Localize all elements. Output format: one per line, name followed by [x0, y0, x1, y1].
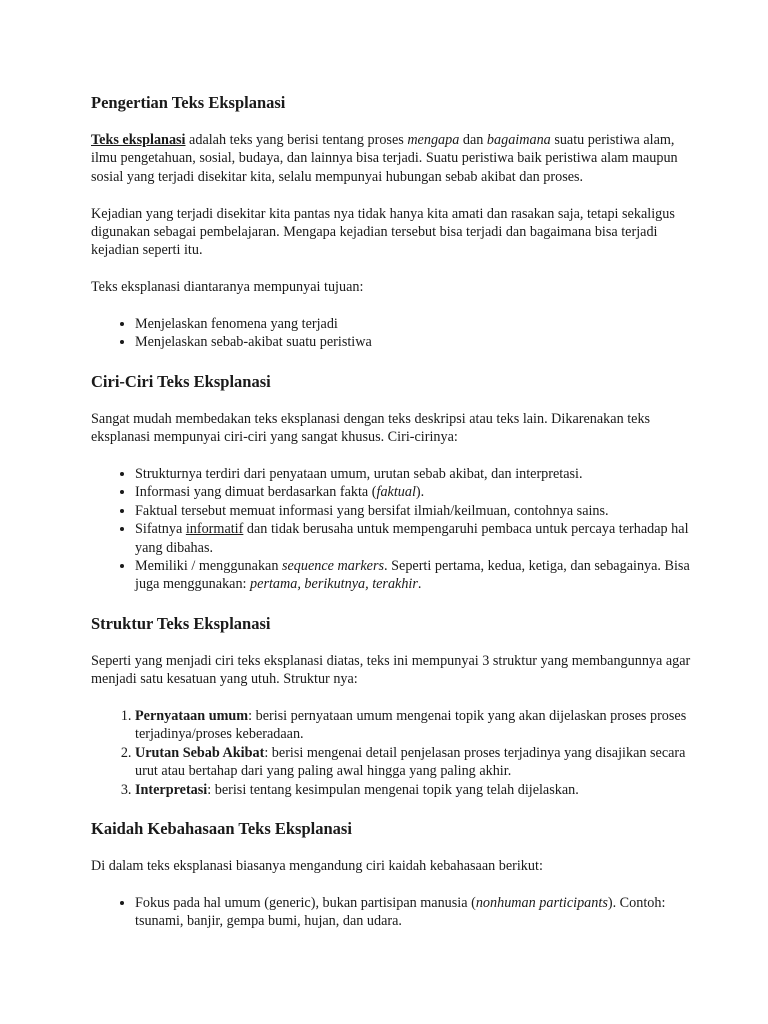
bold-term: Pernyataan umum — [135, 708, 249, 725]
paragraph-kejadian: Kejadian yang terjadi disekitar kita pantas nya tidak hanya kita amati dan rasakan saja, tetapi sekaligus digunakan sebagai pembelajaran. Mengapa kejadian tersebut bisa terjadi dan bagaimana bisa terjadi kejadian seperti itu. — [91, 205, 675, 259]
italic-span: sequence markers — [281, 558, 385, 575]
kaidah-list — [91, 894, 691, 931]
list-item — [135, 894, 691, 931]
list-item — [135, 557, 691, 594]
tujuan-list — [91, 315, 691, 352]
paragraph-definition — [91, 131, 691, 186]
text-span: Sifatnya — [135, 521, 186, 538]
list-item — [135, 744, 691, 781]
italic-span: bagaimana — [486, 132, 551, 148]
italic-span: faktual — [376, 484, 416, 501]
text-span: ). — [415, 484, 425, 501]
section-title-kaidah: Kaidah Kebahasaan Teks Eksplanasi — [91, 819, 352, 839]
paragraph-ciri-intro: Sangat mudah membedakan teks eksplanasi dengan teks deskripsi atau teks lain. Dikarenakan teks eksplanasi mempunyai ciri-ciri yang sangat khusus. Ciri-cirinya: — [91, 410, 651, 446]
list-item: • Strukturnya terdiri dari penyataan umum, urutan sebab akibat, dan interpretasi. — [135, 465, 691, 483]
text-span: . Seperti pertama, kedua, ketiga, dan sebagainya. Bisa juga menggunakan: — [135, 558, 690, 593]
list-item: • Menjelaskan sebab-akibat suatu peristiwa — [135, 333, 691, 351]
paragraph-kaidah-intro: Di dalam teks eksplanasi biasanya mengandung ciri kaidah kebahasaan berikut: — [91, 858, 543, 875]
list-item — [135, 483, 691, 501]
italic-span: nonhuman participants — [475, 894, 608, 911]
bold-term: Interpretasi — [135, 781, 208, 798]
ciri-list — [91, 465, 691, 594]
text-span: adalah teks yang berisi tentang proses — [185, 132, 408, 148]
list-item: • Menjelaskan fenomena yang terjadi — [135, 315, 691, 333]
italic-span: mengapa — [407, 132, 460, 148]
text-span: Informasi yang dimuat berdasarkan fakta ( — [135, 484, 377, 501]
paragraph-struktur-intro: Seperti yang menjadi ciri teks eksplanasi diatas, teks ini mempunyai 3 struktur yang membangunnya agar menjadi satu kesatuan yang utuh. Struktur nya: — [91, 652, 691, 688]
text-span: Fokus pada hal umum (generic), bukan partisipan manusia ( — [135, 894, 476, 911]
underlined-span: informatif — [185, 521, 244, 538]
text-span: suatu peristiwa alam, ilmu pengetahuan, sosial, budaya, dan lainnya bisa terjadi. Suatu peristiwa baik peristiwa alam maupun sosial yang terjadi disekitar kita, selalu mempunyai hubungan sebab akibat dan proses. — [91, 132, 678, 185]
list-item — [135, 781, 691, 799]
text-span: : berisi mengenai detail penjelasan proses terjadinya yang disajikan secara urut atau bertahap dari yang paling awal hingga yang paling akhir. — [135, 744, 686, 780]
section-title-ciri-ciri: Ciri-Ciri Teks Eksplanasi — [91, 371, 271, 391]
struktur-list — [91, 707, 691, 799]
text-span: dan tidak berusaha untuk mempengaruhi pembaca untuk percaya terhadap hal yang dibahas. — [135, 521, 689, 556]
text-span: ). Contoh: tsunami, banjir, gempa bumi, hujan, dan udara. — [135, 894, 666, 930]
list-item — [135, 707, 691, 744]
text-span: Memiliki / menggunakan — [135, 558, 282, 575]
text-span: : berisi pernyataan umum mengenai topik yang akan dijelaskan proses proses terjadinya/proses keberadaan. — [135, 708, 687, 743]
text-span: : berisi tentang kesimpulan mengenai topik yang telah dijelaskan. — [207, 781, 579, 798]
italic-span: pertama, berikutnya, terakhir — [250, 576, 418, 593]
list-item — [135, 520, 691, 557]
text-span: dan — [459, 132, 487, 148]
list-item: • Faktual tersebut memuat informasi yang bersifat ilmiah/keilmuan, contohnya sains. — [135, 502, 691, 520]
term-teks-eksplanasi: Teks eksplanasi — [91, 132, 186, 148]
section-title-struktur: Struktur Teks Eksplanasi — [91, 613, 271, 633]
paragraph-tujuan: Teks eksplanasi diantaranya mempunyai tujuan: — [91, 279, 364, 296]
bold-term: Urutan Sebab Akibat — [135, 744, 265, 761]
section-title-pengertian: Pengertian Teks Eksplanasi — [91, 93, 286, 112]
text-span: . — [417, 576, 422, 593]
document-page — [91, 93, 691, 931]
